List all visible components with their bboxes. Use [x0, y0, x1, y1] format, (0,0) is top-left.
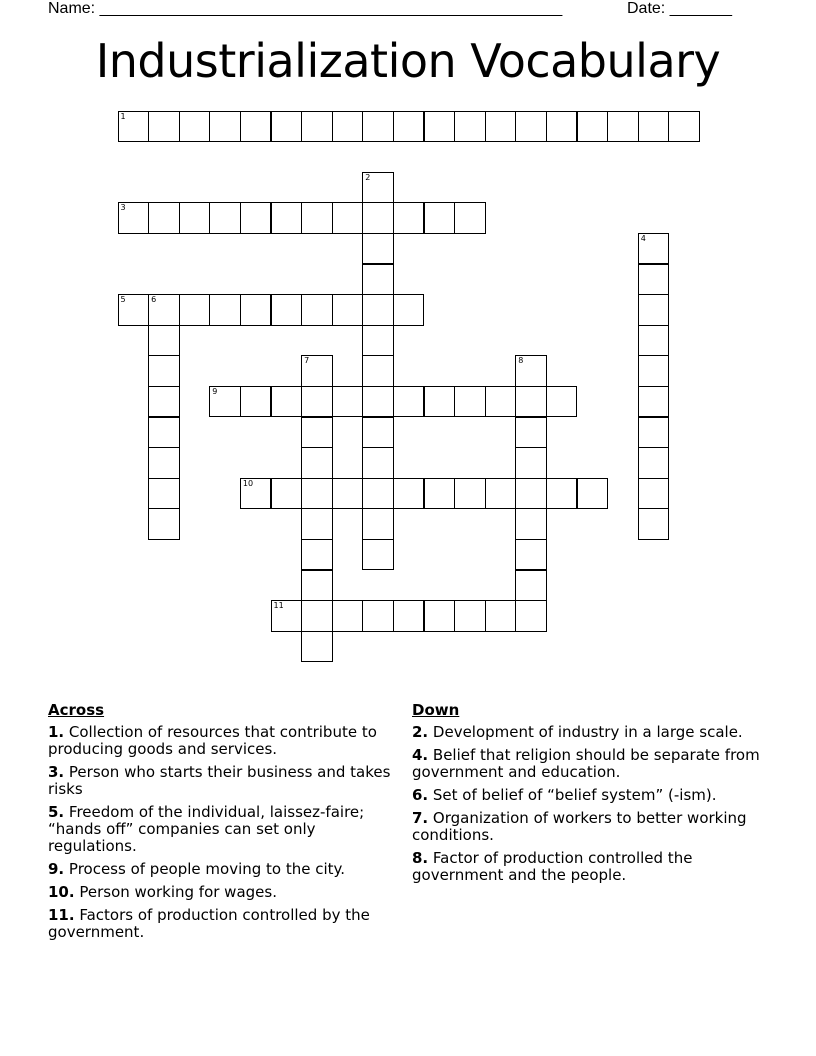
crossword-cell[interactable] [454, 600, 486, 632]
crossword-cell[interactable] [515, 539, 547, 571]
crossword-cell[interactable] [240, 294, 272, 326]
crossword-cell[interactable] [638, 355, 670, 387]
crossword-cell[interactable] [301, 539, 333, 571]
crossword-cell[interactable] [362, 600, 394, 632]
crossword-cell[interactable] [454, 202, 486, 234]
crossword-cell[interactable] [515, 478, 547, 510]
crossword-cell[interactable] [485, 111, 517, 143]
crossword-cell[interactable] [424, 111, 456, 143]
crossword-cell[interactable] [301, 294, 333, 326]
across-clue [48, 861, 404, 878]
crossword-cell[interactable] [118, 202, 150, 234]
clue-text: Freedom of the individual, laissez-faire; “hands off” companies can set only regulations. [48, 803, 365, 855]
crossword-cell[interactable] [638, 294, 670, 326]
crossword-cell[interactable] [577, 111, 609, 143]
crossword-cell[interactable] [209, 111, 241, 143]
crossword-cell[interactable] [301, 570, 333, 602]
crossword-cell[interactable] [148, 417, 180, 449]
crossword-cell[interactable] [638, 417, 670, 449]
down-clue [412, 810, 768, 844]
crossword-cell[interactable] [362, 447, 394, 479]
clue-number: 5 [120, 295, 126, 305]
name-field[interactable]: Name: ____________________________________________________ [48, 0, 563, 17]
across-clue [48, 764, 404, 798]
across-clue [48, 907, 404, 941]
across-clue [48, 804, 404, 855]
crossword-cell[interactable] [271, 386, 303, 418]
clue-number: 10. [48, 883, 75, 901]
crossword-cell[interactable] [148, 478, 180, 510]
crossword-cell[interactable] [362, 233, 394, 265]
crossword-cell[interactable] [362, 294, 394, 326]
crossword-cell[interactable] [301, 508, 333, 540]
crossword-cell[interactable] [332, 386, 364, 418]
crossword-cell[interactable] [332, 111, 364, 143]
crossword-cell[interactable] [638, 264, 670, 296]
crossword-cell[interactable] [638, 386, 670, 418]
crossword-cell[interactable] [362, 386, 394, 418]
crossword-cell[interactable] [301, 447, 333, 479]
crossword-cell[interactable] [148, 111, 180, 143]
crossword-cell[interactable] [240, 386, 272, 418]
crossword-cell[interactable] [271, 111, 303, 143]
crossword-cell[interactable] [240, 111, 272, 143]
crossword-cell[interactable] [271, 202, 303, 234]
crossword-cell[interactable] [668, 111, 700, 143]
crossword-cell[interactable] [424, 386, 456, 418]
crossword-cell[interactable] [638, 111, 670, 143]
down-clue [412, 724, 768, 741]
crossword-cell[interactable] [362, 508, 394, 540]
crossword-cell[interactable] [515, 600, 547, 632]
crossword-cell[interactable] [485, 478, 517, 510]
clue-number: 3 [120, 203, 126, 213]
crossword-cell[interactable] [393, 478, 425, 510]
crossword-cell[interactable] [362, 325, 394, 357]
crossword-cell[interactable] [485, 386, 517, 418]
crossword-cell[interactable] [179, 294, 211, 326]
crossword-cell[interactable] [638, 478, 670, 510]
crossword-cell[interactable] [546, 478, 578, 510]
down-clues [412, 702, 768, 890]
crossword-cell[interactable] [638, 447, 670, 479]
clue-text: Person working for wages. [74, 883, 277, 901]
crossword-cell[interactable] [148, 355, 180, 387]
clue-number: 11. [48, 906, 75, 924]
crossword-cell[interactable] [332, 478, 364, 510]
across-clues [48, 702, 404, 947]
crossword-cell[interactable] [515, 111, 547, 143]
crossword-cell[interactable] [301, 111, 333, 143]
crossword-cell[interactable] [362, 172, 394, 204]
crossword-cell[interactable] [271, 478, 303, 510]
clue-number: 9. [48, 860, 65, 878]
crossword-cell[interactable] [424, 202, 456, 234]
crossword-cell[interactable] [393, 600, 425, 632]
down-heading: Down [412, 701, 460, 719]
crossword-cell[interactable] [301, 386, 333, 418]
crossword-cell[interactable] [240, 478, 272, 510]
crossword-cell[interactable] [148, 294, 180, 326]
crossword-cell[interactable] [454, 111, 486, 143]
crossword-cell[interactable] [454, 478, 486, 510]
crossword-cell[interactable] [118, 294, 150, 326]
clue-number: 3. [48, 763, 65, 781]
clue-text: Process of people moving to the city. [64, 860, 346, 878]
crossword-cell[interactable] [424, 600, 456, 632]
crossword-cell[interactable] [362, 478, 394, 510]
down-clue [412, 850, 768, 884]
clue-number: 4 [640, 233, 646, 243]
crossword-cell[interactable] [515, 355, 547, 387]
across-heading: Across [48, 701, 105, 719]
crossword-cell[interactable] [332, 294, 364, 326]
crossword-cell[interactable] [638, 508, 670, 540]
crossword-cell[interactable] [301, 202, 333, 234]
crossword-cell[interactable] [148, 508, 180, 540]
crossword-cell[interactable] [179, 111, 211, 143]
clue-text: Collection of resources that contribute to producing goods and services. [48, 723, 377, 758]
crossword-cell[interactable] [546, 111, 578, 143]
crossword-cell[interactable] [301, 631, 333, 663]
crossword-cell[interactable] [332, 600, 364, 632]
crossword-cell[interactable] [362, 111, 394, 143]
crossword-cell[interactable] [209, 386, 241, 418]
clue-number: 10 [242, 478, 254, 488]
crossword-cell[interactable] [148, 386, 180, 418]
across-clue [48, 884, 404, 901]
clue-number: 8. [412, 849, 429, 867]
crossword-cell[interactable] [638, 325, 670, 357]
crossword-cell[interactable] [515, 447, 547, 479]
clue-text: Person who starts their business and takes risks [48, 763, 391, 798]
clue-number: 7. [412, 809, 429, 827]
crossword-cell[interactable] [332, 202, 364, 234]
crossword-cell[interactable] [301, 478, 333, 510]
clue-number: 2. [412, 723, 429, 741]
clue-number: 1. [48, 723, 65, 741]
crossword-cell[interactable] [393, 294, 425, 326]
crossword-cell[interactable] [179, 202, 211, 234]
crossword-cell[interactable] [362, 202, 394, 234]
crossword-cell[interactable] [515, 508, 547, 540]
crossword-cell[interactable] [515, 386, 547, 418]
across-clue [48, 724, 404, 758]
crossword-cell[interactable] [485, 600, 517, 632]
clue-number: 5. [48, 803, 65, 821]
down-clue [412, 787, 768, 804]
clue-number: 6 [151, 295, 157, 305]
crossword-cell[interactable] [424, 478, 456, 510]
crossword-cell[interactable] [515, 570, 547, 602]
crossword-cell[interactable] [148, 447, 180, 479]
crossword-cell[interactable] [577, 478, 609, 510]
crossword-cell[interactable] [362, 539, 394, 571]
clue-text: Set of belief of “belief system” (-ism). [428, 786, 717, 804]
crossword-cell[interactable] [454, 386, 486, 418]
clue-number: 11 [273, 601, 284, 611]
crossword-cell[interactable] [301, 355, 333, 387]
clue-text: Factor of production controlled the government and the people. [412, 849, 693, 884]
clue-number: 9 [212, 386, 218, 396]
crossword-cell[interactable] [362, 417, 394, 449]
clue-number: 4. [412, 746, 429, 764]
clue-text: Development of industry in a large scale. [428, 723, 743, 741]
clue-text: Factors of production controlled by the government. [48, 906, 370, 941]
crossword-cell[interactable] [362, 355, 394, 387]
clue-number: 1 [120, 111, 126, 121]
crossword-cell[interactable] [148, 202, 180, 234]
crossword-cell[interactable] [515, 417, 547, 449]
page-title: Industrialization Vocabulary [95, 34, 721, 88]
crossword-cell[interactable] [301, 600, 333, 632]
clue-number: 6. [412, 786, 429, 804]
crossword-cell[interactable] [148, 325, 180, 357]
date-field[interactable]: Date: _______ [627, 0, 732, 17]
crossword-cell[interactable] [638, 233, 670, 265]
clue-number: 2 [365, 172, 371, 182]
crossword-cell[interactable] [118, 111, 150, 143]
crossword-cell[interactable] [271, 294, 303, 326]
crossword-cell[interactable] [209, 202, 241, 234]
crossword-cell[interactable] [393, 386, 425, 418]
clue-text: Belief that religion should be separate from government and education. [412, 746, 760, 781]
crossword-cell[interactable] [209, 294, 241, 326]
crossword-cell[interactable] [546, 386, 578, 418]
crossword-cell[interactable] [271, 600, 303, 632]
crossword-cell[interactable] [607, 111, 639, 143]
crossword-cell[interactable] [393, 202, 425, 234]
clue-number: 8 [518, 356, 524, 366]
clue-text: Organization of workers to better working conditions. [412, 809, 747, 844]
crossword-cell[interactable] [301, 417, 333, 449]
crossword-cell[interactable] [393, 111, 425, 143]
crossword-cell[interactable] [362, 264, 394, 296]
clue-number: 7 [304, 356, 310, 366]
crossword-cell[interactable] [240, 202, 272, 234]
down-clue [412, 747, 768, 781]
